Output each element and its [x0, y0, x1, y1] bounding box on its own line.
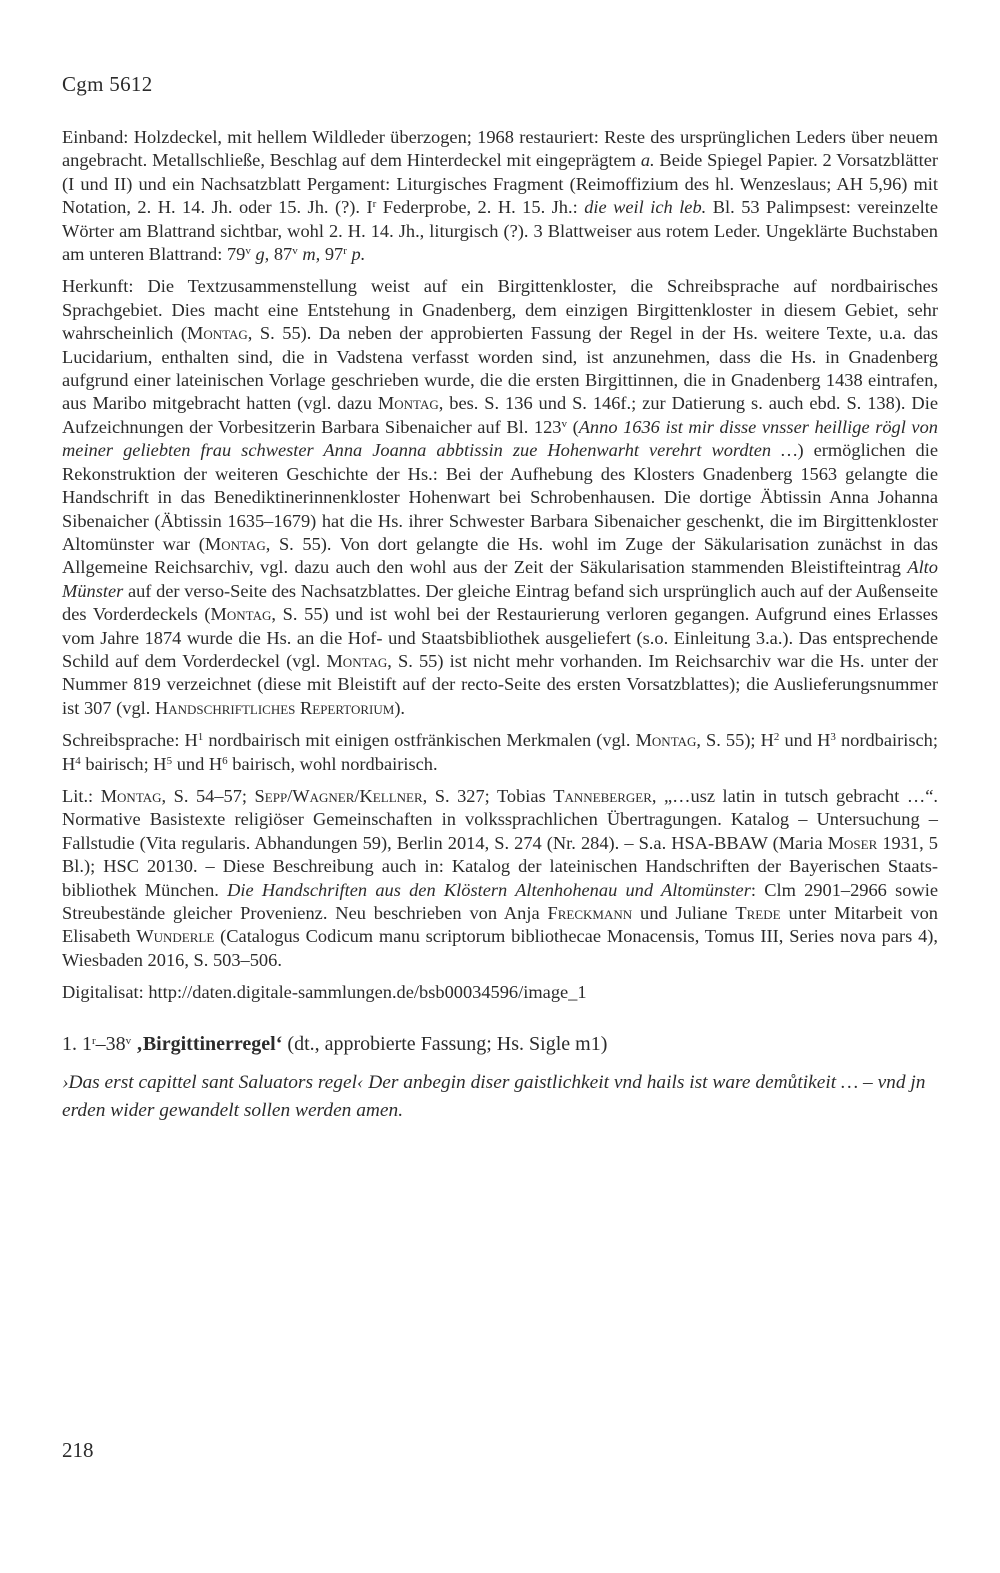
text-run: , S. 55) ist nicht mehr vorhanden. Im Reichsarchiv war die Hs. unter der Nummer 819 verzeichnet (diese mit Bleistift auf der recto-Seite des ersten Vorsatzblattes); die Auslieferungsnummer ist 307 (vgl. — [62, 650, 938, 718]
superscript: 3 — [830, 731, 836, 744]
superscript: v — [125, 1034, 132, 1047]
text-run: nordbairisch; H — [62, 730, 938, 774]
item-heading — [62, 1031, 938, 1057]
text-run: Federprobe, 2. H. 15. Jh.: — [376, 197, 585, 218]
text-run: , „…usz latin in tutsch gebracht …“. Normative Basistexte religiöser Gemeinschaften in volkssprachlichen Übertragungen. Katalog – Untersuchung – Fallstudie (Vita regularis. Abhandungen 59), Berlin 2014, S. 274 (Nr. 284). – S.a. HSA-BBAW (Maria — [62, 785, 938, 853]
superscript: 5 — [166, 754, 173, 767]
text-run: bairisch, wohl nordbairisch. — [227, 753, 438, 774]
text-run: und H — [172, 753, 223, 774]
superscript: r — [92, 1034, 96, 1047]
superscript: 6 — [222, 754, 228, 767]
literatur-label: Lit.: — [62, 785, 94, 806]
superscript: r — [343, 245, 347, 258]
text-run: , S. 55). Von dort gelangte die Hs. wohl im Zuge der Säkularisation zunächst in das Allgemeine Reichsarchiv, vgl. dazu auch den wohl aus der Zeit der Säkularisation stammenden Bleistifteintrag — [62, 533, 938, 578]
superscript: v — [561, 417, 567, 430]
item-incipit: ›Das erst capittel sant Saluators regel‹ Der anbegin diser gaistlichkeit vnd hails ist ware demůtikeit … – vnd jn erden wider gewandelt sollen werden amen. — [62, 1071, 926, 1121]
italic-run: g, — [255, 244, 270, 265]
text-run: bairisch; H — [80, 753, 167, 774]
text-run: unter Mitarbeit von Elisabeth — [62, 903, 938, 947]
superscript: 2 — [773, 731, 780, 744]
herkunft-label: Herkunft: — [62, 276, 134, 297]
document-page — [62, 0, 938, 1573]
italic-run: die weil ich leb. — [584, 197, 707, 218]
italic-run: m, — [302, 244, 321, 265]
author-citation: Montag — [635, 730, 697, 751]
italic-run: Alto Münster — [62, 557, 938, 601]
text-run: , S. 55). Da neben der approbierten Fassung der Regel in der Hs. weitere Texte, u.a. das Lucidarium, enthalten sind, die in Vadstena verfasst worden sind, ist anzunehmen, dass die Hs. in Gnadenberg aufgrund einer lateinischen Vorlage geschrieben wurde, die die ersten Birgittinnen, die in Gnadenberg 1438 eintrafen, aus Maribo mitgebracht hatten (vgl. dazu — [62, 323, 939, 414]
literatur-paragraph — [62, 785, 938, 972]
text-run: , bes. S. 136 und S. 146f.; zur Datierung s. auch ebd. S. 138). Die Aufzeichnungen der Vorbesitzerin Barbara Sibenaicher auf Bl. 123 — [62, 393, 938, 437]
item-number: 1. 1 — [62, 1032, 92, 1055]
item-title: ‚Birgittinerregel‘ — [136, 1032, 283, 1055]
einband-label: Einband: — [62, 127, 129, 147]
author-citation: Moser — [827, 832, 878, 853]
superscript: 1 — [197, 731, 204, 744]
text-run: Holzdeckel, mit hellem Wildleder überzogen; 1968 restauriert: Reste des ursprünglichen Leders über neuem angebracht. Metallschließe, Beschlag auf dem Hinterdeckel mit eingeprägtem — [62, 127, 938, 171]
text-run: , S. 55) und ist wohl bei der Restaurierung verloren gegangen. Aufgrund eines Erlasses vom Jahre 1874 wurde die Hs. an die Hof- und Staatsbibliothek ausgeliefert (s.o. Einleitung 3.a.). Das entsprechende Schild auf dem Vorderdeckel (vgl. — [62, 604, 938, 671]
text-run: 1931, 5 Bl.); HSC 20130. – Diese Beschreibung auch in: Katalog der lateinischen Handschriften der Bayerischen Staatsbibliothek München. — [62, 832, 938, 900]
text-run: , S. 54–57; — [161, 785, 255, 806]
digitalisat-paragraph — [62, 981, 938, 1004]
page-number: 218 — [62, 1438, 94, 1462]
herkunft-paragraph — [62, 275, 938, 720]
italic-run: p. — [351, 244, 366, 265]
author-citation: Sepp/Wagner/Kellner — [254, 785, 423, 806]
author-citation: Montag — [100, 785, 162, 806]
italic-run: a. — [640, 150, 655, 171]
italic-quotation: Anno 1636 ist mir disse vnsser heillige rögl von meiner geliebten frau schwester Anna Joanna abbtissin zue Hohenwarht verehrt wordten … — [62, 416, 938, 461]
superscript: v — [292, 245, 298, 258]
text-run: : Clm 2901–2966 sowie Streubestände gleicher Provenienz. Neu beschrieben von Anja — [62, 879, 939, 923]
author-citation: Montag — [377, 393, 439, 414]
text-run: und H — [779, 730, 831, 751]
text-run: 87 — [269, 244, 293, 265]
text-run: auf der verso-Seite des Nachsatzblattes. Der gleiche Eintrag befand sich ursprünglich auch auf der Außenseite des Vorderdeckels ( — [62, 580, 938, 625]
author-citation: Montag — [210, 604, 272, 625]
catalog-entry-body — [62, 126, 938, 1125]
text-run: , S. 55); H — [696, 730, 774, 751]
item-details: (dt., approbierte Fassung; Hs. Sigle m1) — [282, 1032, 608, 1055]
digitalisat-label: Digitalisat: — [62, 982, 144, 1003]
text-run: ( — [567, 416, 579, 437]
author-citation: Trede — [735, 903, 781, 923]
schreibsprache-paragraph — [62, 729, 938, 776]
superscript: r — [372, 198, 377, 211]
text-run: Bl. 53 Palimpsest: vereinzelte Wörter am Blattrand sichtbar, wohl 2. H. 14. Jh., liturgisch (?). 3 Blattweiser aus rotem Leder. Ungeklärte Buchstaben am unteren Blattrand: 79 — [62, 197, 938, 265]
text-run: ). — [394, 697, 406, 718]
text-run: Die Textzusammenstellung weist auf ein Birgittenkloster, die Schreibsprache auf nordbairisches Sprachgebiet. Dies macht eine Entstehung in Gnadenberg, dem einzigen Birgittenkloster in diesem Gebiet, sehr wahrscheinlich ( — [62, 276, 938, 344]
text-run: ) ermöglichen die Rekonstruktion der weiteren Geschichte der Hs.: Bei der Aufhebung des Klosters Gnadenberg 1563 gelangte die Handschrift in das Benediktinerinnenkloster Hohenwart bei Schrobenhausen. Die dortige Äbtissin Anna Johanna Sibenaicher (Äbtissin 1635–1679) hat die Hs. ihrer Schwester Barbara Sibenaicher geschenkt, die im Birgittenkloster Altomünster war ( — [62, 440, 938, 554]
author-citation: Freckmann — [547, 903, 633, 923]
italic-run: Die Handschriften aus den Klöstern Altenhohenau und Altomünster — [227, 879, 751, 900]
repertorium-citation: Handschriftliches Repertorium — [154, 697, 395, 718]
digitalisat-url: http://daten.digitale-sammlungen.de/bsb00034596/image_1 — [143, 982, 587, 1003]
author-citation: Wunderle — [136, 926, 215, 947]
item-range-end: –38 — [95, 1032, 126, 1055]
text-run: 97 — [320, 244, 344, 265]
schreibsprache-label: Schreibsprache: — [62, 730, 180, 751]
superscript: 4 — [75, 754, 81, 767]
text-run: H — [179, 730, 198, 751]
text-run: und Juliane — [632, 903, 736, 923]
text-run — [93, 786, 101, 806]
text-run: (Catalogus Codicum manu scriptorum bibliothecae Monacensis, Tomus III, Series nova pars 4), Wiesbaden 2016, S. 503–506. — [62, 926, 938, 970]
superscript: v — [245, 245, 251, 258]
text-run: nordbairisch mit einigen ostfränkischen Merkmalen (vgl. — [203, 730, 636, 751]
author-citation: Montag — [204, 533, 266, 554]
author-citation: Tanneberger — [553, 785, 652, 806]
text-run: , S. 327; Tobias — [422, 785, 554, 806]
einband-paragraph — [62, 126, 938, 266]
author-citation: Montag — [326, 650, 388, 671]
running-head: Cgm 5612 — [62, 72, 153, 96]
author-citation: Montag — [186, 323, 248, 344]
text-run: Beide Spiegel Papier. 2 Vorsatzblätter (I und II) und ein Nachsatzblatt Pergament: Liturgisches Fragment (Reimoffizium des hl. Wenzeslaus; AH 5,96) mit Notation, 2. H. 14. Jh. oder 15. Jh. (?). I — [62, 150, 938, 218]
